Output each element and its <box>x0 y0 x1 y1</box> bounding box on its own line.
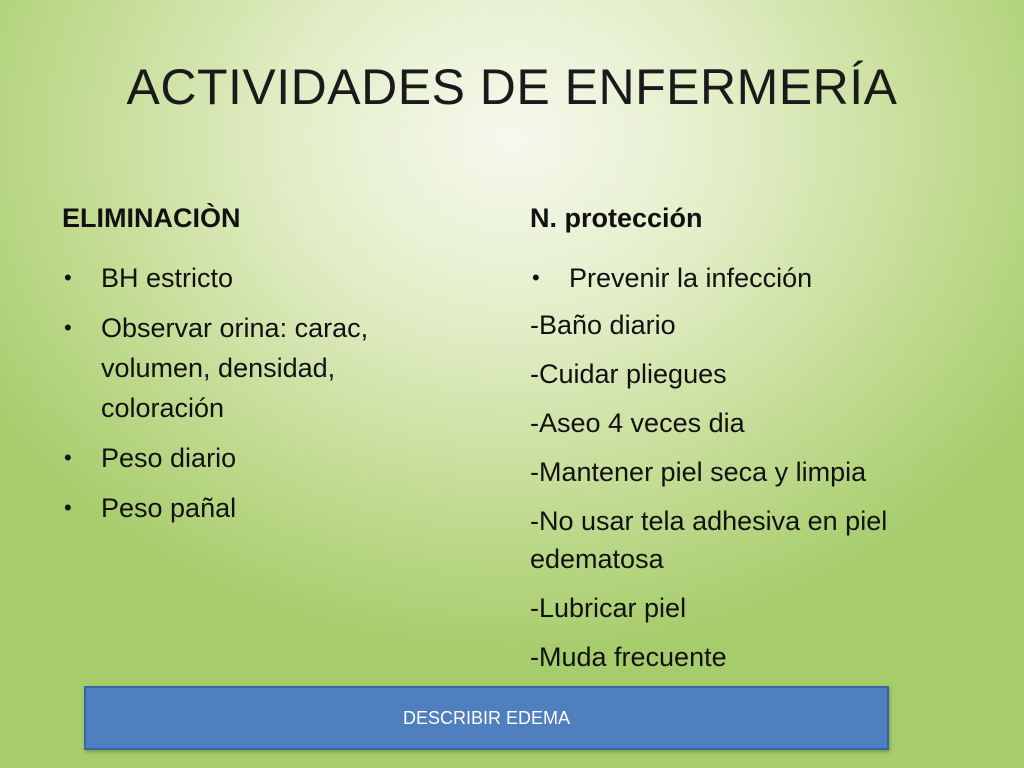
list-item-text: Peso pañal <box>101 493 237 523</box>
left-bullet-list <box>62 258 462 528</box>
list-item <box>62 308 462 428</box>
list-item <box>62 488 462 528</box>
right-item-list <box>530 258 970 676</box>
list-item <box>62 438 462 478</box>
list-item: -Mantener piel seca y limpia <box>530 457 867 487</box>
list-item: -Lubricar piel <box>530 593 687 623</box>
bullet-icon: • <box>64 495 72 520</box>
list-item-text: BH estricto <box>101 263 234 293</box>
right-column-proteccion <box>530 198 970 687</box>
list-item: -Cuidar pliegues <box>530 359 727 389</box>
slide-title: ACTIVIDADES DE ENFERMERÍA <box>126 59 898 115</box>
list-item <box>62 258 462 298</box>
bullet-icon: • <box>64 315 72 340</box>
list-item-text: Prevenir la infección <box>569 263 813 293</box>
left-column-eliminacion <box>62 198 462 538</box>
left-column-heading: ELIMINACIÒN <box>62 203 241 233</box>
describir-edema-button[interactable]: DESCRIBIR EDEMA <box>84 686 889 750</box>
bullet-icon: • <box>64 265 72 290</box>
list-item: -Baño diario <box>530 310 676 340</box>
list-item-text: Peso diario <box>101 443 237 473</box>
list-item: -Aseo 4 veces dia <box>530 408 745 438</box>
list-item: -No usar tela adhesiva en piel edematosa <box>530 506 888 574</box>
list-item: -Muda frecuente <box>530 642 727 672</box>
bullet-icon: • <box>532 265 540 290</box>
right-column-heading: N. protección <box>530 203 703 233</box>
list-item-text: Observar orina: carac, volumen, densidad, coloración <box>101 313 369 423</box>
list-item <box>530 258 970 298</box>
bullet-icon: • <box>64 445 72 470</box>
